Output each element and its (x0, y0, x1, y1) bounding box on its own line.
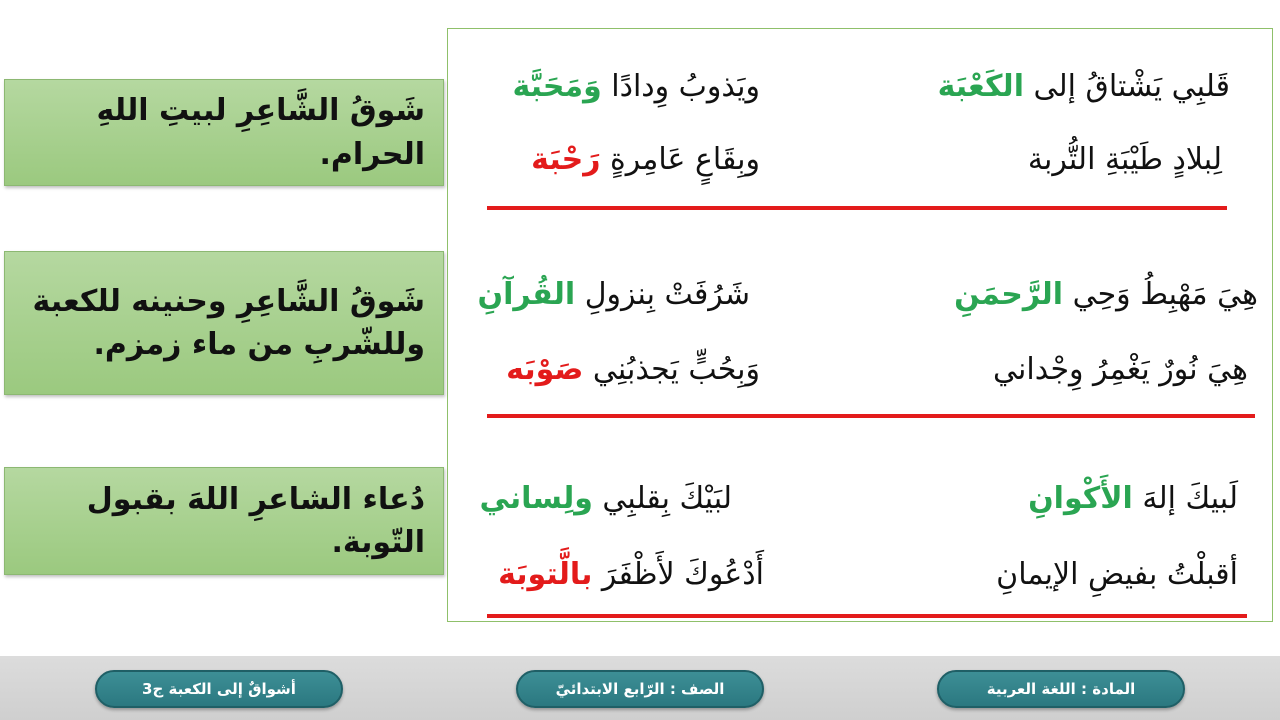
verse-text: لِبلادٍ طَيْبَةِ التُّربة (1027, 142, 1222, 177)
verse-text: أَدْعُوكَ لأَظْفَرَ (592, 557, 764, 592)
verse-text: لبَيْكَ بِقلبِي (592, 481, 732, 516)
stanza-divider (487, 414, 1255, 418)
verse-text: أقبلْتُ بفيضِ الإيمانِ (996, 557, 1238, 592)
verse-text: وبِقَاعٍ عَامِرةٍ (600, 142, 760, 177)
stanza-divider (487, 614, 1247, 618)
verse-text: شَرُفَتْ بِنزولِ (575, 277, 750, 312)
theme-text: شَوقُ الشَّاعِرِ لبيتِ اللهِ الحرام. (96, 93, 425, 172)
verse-keyword: الكَعْبَة (937, 69, 1024, 104)
verse-keyword: بالَّتوبَة (498, 557, 593, 592)
verse-keyword: ولِساني (479, 481, 593, 516)
verse-keyword: رَحْبَة (531, 142, 601, 177)
verse-5-right (1028, 481, 1238, 516)
subject-pill[interactable] (937, 670, 1185, 708)
verse-text: لَبيكَ إلهَ (1132, 481, 1238, 516)
verse-4-right (993, 352, 1248, 387)
lesson-label: أشواقٌ إلى الكعبة ج3 (142, 680, 296, 698)
verse-keyword: القُرآنِ (477, 277, 576, 312)
poem-frame (447, 28, 1273, 622)
theme-text: دُعاء الشاعرِ اللهَ بقبول التّوبة. (86, 481, 425, 560)
subject-label: المادة : اللغة العربية (986, 680, 1136, 698)
verse-2-right (1027, 142, 1222, 177)
verse-3-right (954, 277, 1258, 312)
verse-4-left (506, 352, 760, 387)
grade-pill[interactable] (516, 670, 764, 708)
verse-keyword: صَوْبَه (506, 352, 584, 387)
verse-6-left (498, 557, 764, 592)
verse-keyword: الرَّحمَنِ (954, 277, 1064, 312)
verse-keyword: وَمَحَبَّة (512, 69, 602, 104)
verse-text: قَلبِي يَشْتاقُ إلى (1023, 69, 1230, 104)
stanza-divider (487, 206, 1227, 210)
verse-text: وَبِحُبٍّ يَجذبُنِي (583, 352, 760, 387)
verse-text: هِيَ مَهْبِطُ وَحِي (1063, 277, 1258, 312)
grade-label: الصف : الرّابع الابتدائيّ (555, 680, 725, 698)
lesson-pill[interactable] (95, 670, 343, 708)
theme-box-1 (4, 79, 444, 186)
verse-6-right (996, 557, 1238, 592)
verse-5-left (479, 481, 732, 516)
verse-1-left (512, 69, 760, 104)
verse-2-left (531, 142, 760, 177)
verse-1-right (937, 69, 1230, 104)
theme-box-3 (4, 467, 444, 575)
verse-3-left (477, 277, 750, 312)
theme-text: شَوقُ الشَّاعِرِ وحنينه للكعبة وللشّربِ من ماء زمزم. (32, 283, 425, 362)
theme-box-2 (4, 251, 444, 395)
verse-keyword: الأَكْوانِ (1028, 481, 1133, 516)
verse-text: هِيَ نُورٌ يَغْمِرُ وِجْداني (993, 352, 1248, 387)
verse-text: ويَذوبُ وِدادًا (601, 69, 760, 104)
